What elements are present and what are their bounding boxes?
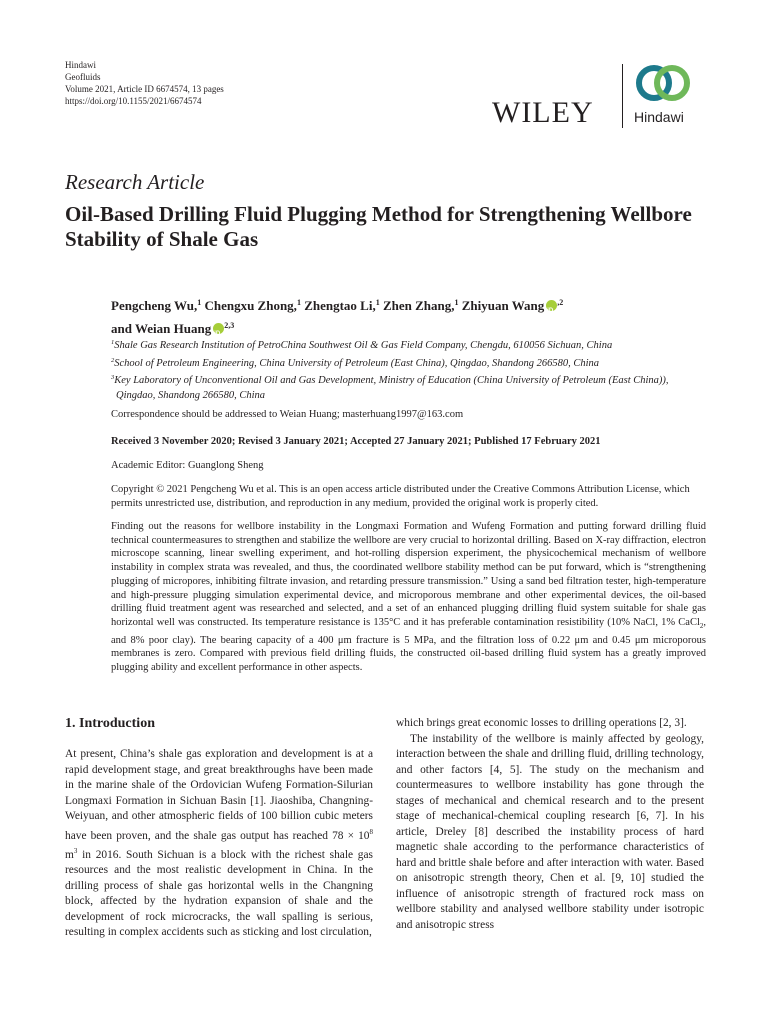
author-name: Pengcheng Wu, (111, 298, 198, 313)
superscript: 3 (73, 846, 78, 855)
author-affil-sup: 2,3 (224, 321, 235, 330)
affil-text: Qingdao, Shandong 266580, China (116, 389, 266, 401)
author-affil-sup: 1 (296, 298, 301, 307)
abstract-subscript: 2 (699, 622, 704, 631)
correspondence: Correspondence should be addressed to Weian Huang; masterhuang1997@163.com (111, 409, 464, 420)
affil-sup: 2 (111, 356, 115, 364)
publisher-name: Hindawi (65, 60, 96, 70)
paragraph-text: At present, China’s shale gas exploration and development is at a rapid development stage, and great breakthroughs have been made in the marine shale of the Ordovician Wufeng Formation-Silurian Longmaxi Formation in Sichuan Basin [1]. Jiaoshiba, Changning-Weiyuan, and other atmospheric fields of 100 billion cubic meters have been proven, and the shale gas output has reached 78 × 10 (65, 748, 373, 842)
right-column (396, 716, 704, 933)
author-affil-sup: 1 (454, 298, 459, 307)
superscript: 8 (369, 827, 373, 836)
affiliation-line (111, 354, 711, 372)
affil-text: Key Laboratory of Unconventional Oil and Gas Development, Ministry of Education (China University of Petroleum (East China)), (114, 375, 669, 386)
author-name: Zhengtao Li, (300, 298, 376, 313)
hindawi-logo-text: Hindawi (634, 109, 684, 125)
author-name: Zhiyuan Wang (458, 298, 545, 313)
affiliations (111, 336, 711, 403)
affiliation-line (111, 336, 711, 354)
affiliation-line (111, 389, 711, 404)
affil-sup: 3 (111, 374, 115, 381)
volume-info: Volume 2021, Article ID 6674574, 13 pages (65, 84, 224, 94)
wiley-logo: WILEY (492, 96, 594, 129)
hindawi-rings-icon (634, 62, 694, 106)
logo-divider (622, 64, 623, 128)
orcid-icon[interactable] (546, 300, 557, 311)
paragraph-text: in 2016. South Sichuan is a block with the richest shale gas resources and the most realistic development in China. In the drilling process of shale gas horizontal wells in the Changning block, affected by the hydration expansion of shale and the development of rock microcracks, the wall spalling is serious, resulting in complex accidents such as sticking and lost circulation, (65, 848, 373, 939)
paragraph (65, 747, 373, 941)
affil-text: School of Petroleum Engineering, China University of Petroleum (East China), Qingdao, Shandong 266580, China (114, 357, 600, 369)
author-affil-sup: ,2 (557, 298, 564, 307)
author-name: Zhen Zhang, (379, 298, 455, 313)
author-name: Chengxu Zhong, (201, 298, 297, 313)
article-type: Research Article (65, 170, 205, 194)
doi-link[interactable]: https://doi.org/10.1155/2021/6674574 (65, 96, 202, 106)
abstract-text: , and 8% poor clay). The bearing capacity of a 400 μm fracture is 5 MPa, and the filtration loss of 0.22 μm and 0.45 μm microporous membranes is zero. Compared with previous field drilling fluids, the constructed oil-based drilling fluid system has a greatly improved plugging ability and excellent performance in other aspects. (111, 616, 706, 674)
journal-meta (65, 59, 224, 107)
abstract (111, 520, 706, 675)
author-list (111, 293, 711, 339)
journal-name: Geofluids (65, 72, 101, 82)
paragraph-text: m (65, 848, 74, 861)
section-heading: 1. Introduction (65, 716, 155, 731)
paragraph: The instability of the wellbore is mainly affected by geology, interaction between the shale and drilling fluid, drilling technology, and other factors [4, 5]. The study on the mechanism and countermeasures to wellbore instability has gone through the stages of mechanical and chemical research and to the present stage of mechanical-chemical coupling research [6, 7]. In his article, Dreley [8] described the instability process of hard magnetic shale according to the performance characteristics of hard and brittle shale before and after interaction with water. Based on anisotropic strength theory, Chen et al. [9, 10] studied the influence of anisotropic strength of fractured rock mass on wellbore stability and analysed wellbore stability under isotropic and anisotropic stress (396, 732, 704, 931)
copyright-notice: Copyright © 2021 Pengcheng Wu et al. This is an open access article distributed under the Creative Commons Attribution License, which permits unrestricted use, distribution, and reproduction in any medium, provided the original work is properly cited. (111, 484, 690, 509)
affil-text: Shale Gas Research Institution of PetroChina Southwest Oil & Gas Field Company, Chengdu, 610056 Sichuan, China (114, 340, 613, 351)
academic-editor: Academic Editor: Guanglong Sheng (111, 460, 264, 471)
left-column (65, 747, 373, 941)
article-dates: Received 3 November 2020; Revised 3 January 2021; Accepted 27 January 2021; Published 17 February 2021 (111, 436, 601, 447)
article-title: Oil-Based Drilling Fluid Plugging Method for Strengthening Wellbore Stability of Shale Gas (65, 202, 692, 251)
paragraph: which brings great economic losses to drilling operations [2, 3]. (396, 717, 687, 729)
abstract-text: Finding out the reasons for wellbore instability in the Longmaxi Formation and Wufeng Formation and putting forward drilling fluid technical countermeasures to strengthen and stabilize the wellbore are very crucial to horizontal drilling. Based on X-ray diffraction, electron microscope scanning, linear swelling experiment, and hot-rolling dispersion experiment, the physicochemical mechanism of wellbore instability in complex strata was revealed, and thus, the coordinated wellbore stability method can be put forward, which is “strengthening plugging of micropores, inhibiting filtrate invasion, and retarding pressure transmission.” Using a sand bed filtration tester, high-temperature and high-pressure plugging simulation experimental device, and microporous membrane and other experimental devices, the oil-based drilling fluid treatment agent was researched and selected, and a set of an enhanced plugging drilling fluid system suitable for shale gas horizontal well was constructed. Its temperature resistance is 135°C and it has preferable contamination resistibility (10% NaCl, 1% CaCl (111, 521, 706, 628)
affiliation-line (111, 371, 711, 389)
author-name: and Weian Huang (111, 321, 212, 336)
author-affil-sup: 1 (197, 298, 202, 307)
affil-sup: 1 (111, 339, 115, 346)
orcid-icon[interactable] (213, 323, 224, 334)
author-affil-sup: 1 (375, 298, 380, 307)
